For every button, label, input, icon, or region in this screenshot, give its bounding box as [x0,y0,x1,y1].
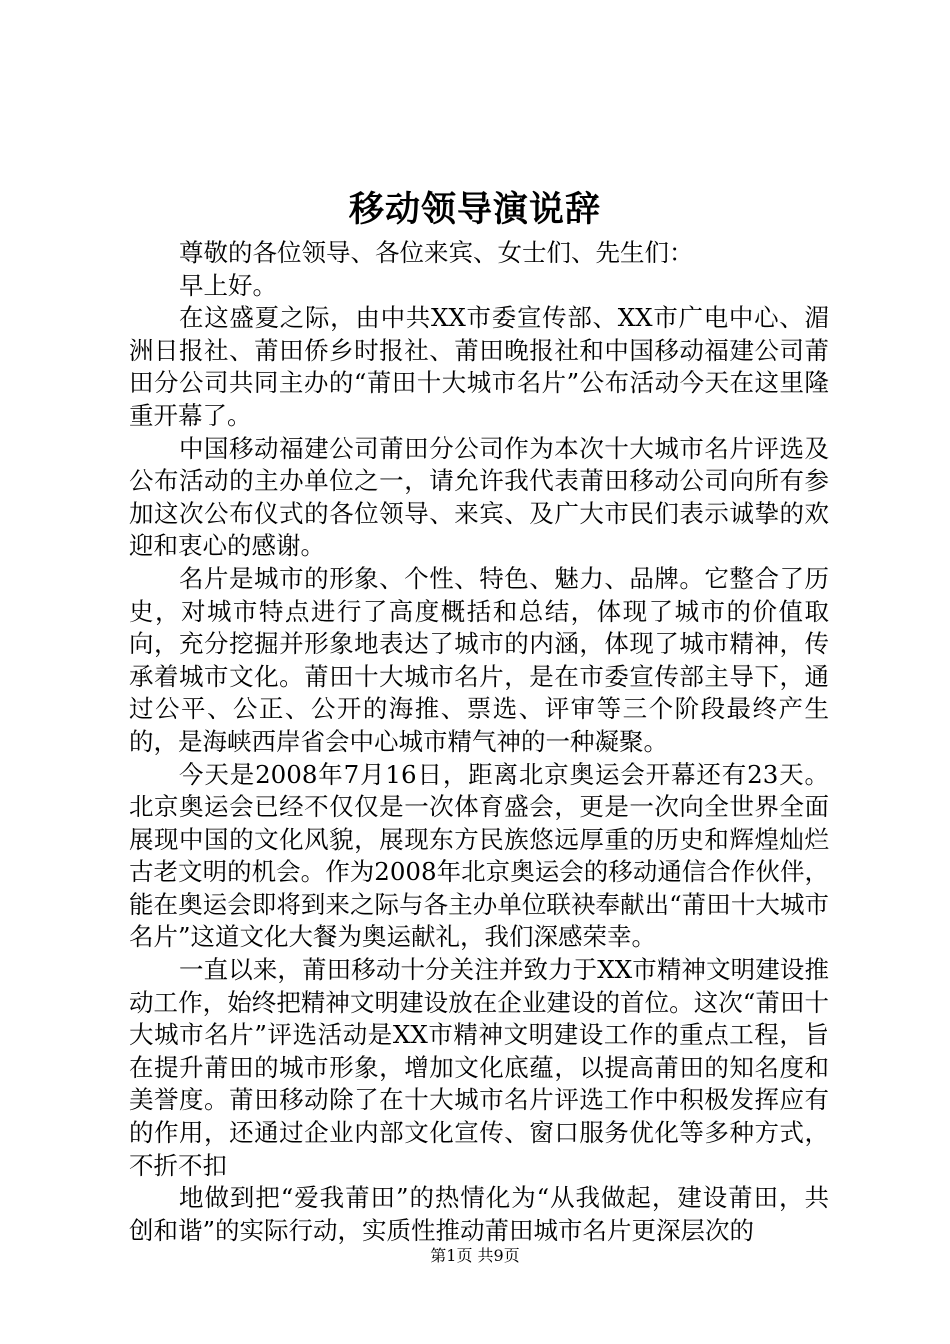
body-paragraph: 地做到把“爱我莆田”的热情化为“从我做起，建设莆田，共创和谐”的实际行动，实质性推动莆田城市名片更深层次的 [129,1183,829,1245]
salutation-paragraph: 尊敬的各位领导、各位来宾、女士们、先生们： [179,238,694,267]
document-title: 移动领导演说辞 [348,189,601,230]
page-number-footer: 第1页 共9页 [430,1246,520,1265]
body-paragraph: 一直以来，莆田移动十分关注并致力于XX市精神文明建设推动工作，始终把精神文明建设放在企业建设的首位。这次“莆田十大城市名片”评选活动是XX市精神文明建设工作的重点工程，旨在提升莆田的城市形象，增加文化底蕴，以提高莆田的知名度和美誉度。莆田移动除了在十大城市名片评选工作中积极发挥应有的作用，还通过企业内部文化宣传、窗口服务优化等多种方式，不折不扣 [129,955,829,1180]
body-paragraph: 中国移动福建公司莆田分公司作为本次十大城市名片评选及公布活动的主办单位之一，请允许我代表莆田移动公司向所有参加这次公布仪式的各位领导、来宾、及广大市民们表示诚挚的欢迎和衷心的感谢。 [129,433,829,561]
body-paragraph: 名片是城市的形象、个性、特色、魅力、品牌。它整合了历史，对城市特点进行了高度概括和总结，体现了城市的价值取向，充分挖掘并形象地表达了城市的内涵，体现了城市精神，传承着城市文化。莆田十大城市名片，是在市委宣传部主导下，通过公平、公正、公开的海推、票选、评审等三个阶段最终产生的，是海峡西岸省会中心城市精气神的一种凝聚。 [129,563,829,756]
document-body [129,237,829,1247]
body-paragraph: 今天是2008年7月16日，距离北京奥运会开幕还有23天。北京奥运会已经不仅仅是一次体育盛会，更是一次向全世界全面展现中国的文化风貌，展现东方民族悠远厚重的历史和辉煌灿烂古老文明的机会。作为2008年北京奥运会的移动通信合作伙伴，能在奥运会即将到来之际与各主办单位联袂奉献出“莆田十大城市名片”这道文化大餐为奥运献礼，我们深感荣幸。 [129,759,829,952]
greeting-paragraph: 早上好。 [179,270,277,300]
body-paragraph: 在这盛夏之际，由中共XX市委宣传部、XX市广电中心、湄洲日报社、莆田侨乡时报社、莆田晚报社和中国移动福建公司莆田分公司共同主办的“莆田十大城市名片”公布活动今天在这里隆重开幕了。 [129,303,829,430]
